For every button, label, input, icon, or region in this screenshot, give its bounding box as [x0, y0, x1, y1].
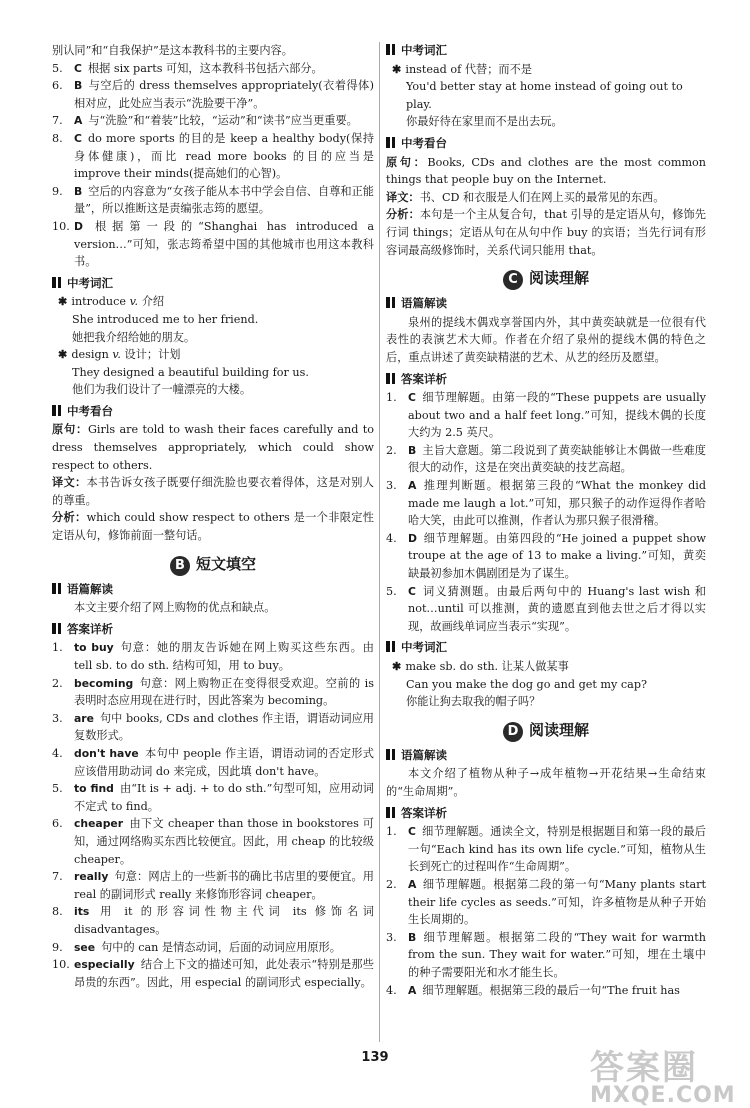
item-explanation: 由“It is + adj. + to do sth.”句型可知，应用动词不定式 to find。: [74, 782, 374, 813]
vocab-meaning: 介绍: [141, 295, 165, 309]
answer-list-c: [386, 389, 706, 635]
item-explanation: do more sports 的目的是 keep a healthy body(保持身体健康)，而比 read more books 的目的应当是 improve their minds(提高她们的心智)。: [74, 131, 374, 181]
item-number: 2.: [386, 443, 397, 457]
vocab-word: introduce: [71, 295, 126, 309]
vocab-example-cn: 你能让狗去取我的帽子吗？: [406, 695, 541, 709]
item-answer: B: [74, 79, 83, 93]
answers-heading: 答案详析: [386, 371, 706, 389]
item-explanation: 推理判断题。根据第三段的“What the monkey did made me laugh a lot.”可知，那只猴子的动作逗得作者哈哈大笑，由此可以推测，作者认为那只猴子很滑稽。: [408, 479, 706, 528]
answers-heading: 答案详析: [52, 621, 374, 639]
answer-list-d: [386, 823, 706, 999]
answer-item: [52, 639, 374, 674]
answer-item: [386, 876, 706, 929]
vocab-example-cn: 你最好待在家里而不是出去玩。: [406, 115, 563, 129]
passage-summary: 本文主要介绍了网上购物的优点和缺点。: [74, 601, 276, 615]
exam-translation: 译文：本书告诉女孩子既要仔细洗脸也要衣着得体，这是对别人的尊重。: [52, 476, 374, 507]
item-number: 9.: [52, 184, 63, 198]
item-explanation: 句意：网店上的一些新书的确比书店里的要便宜。用 real 的副词形式 really 来修饰形容词 cheaper。: [74, 870, 374, 901]
section-c-title: C 阅读理解: [386, 267, 706, 289]
answer-item: [386, 823, 706, 876]
section-c-badge: C: [503, 270, 523, 290]
passage-heading: 语篇解读: [52, 581, 374, 599]
item-answer: D: [74, 219, 83, 233]
item-answer: see: [74, 940, 96, 954]
answer-item: [386, 929, 706, 982]
answer-item: [52, 183, 374, 218]
vocab-entry: [52, 293, 374, 346]
answer-item: [386, 389, 706, 442]
item-explanation: 句意：她的朋友告诉她在网上购买这些东西。由 tell sb. to do sth. 结构可知，用 to buy。: [74, 641, 374, 672]
item-number: 4.: [52, 746, 63, 760]
item-number: 1.: [386, 825, 397, 839]
item-number: 7.: [52, 870, 63, 884]
item-number: 3.: [386, 930, 397, 944]
passage-heading: 语篇解读: [386, 747, 706, 765]
item-explanation: 结合上下文的描述可知，此处表示“特别是那些昂贵的东西”。因此，用 especial 的副词形式 especially。: [74, 958, 374, 989]
item-explanation: 词义猜测题。由最后两句中的 Huang's last wish 和 not…until 可以推测，黄的遗愿直到他去世之后才得以实现，故画线单词应当表示“实现”。: [408, 584, 706, 633]
item-number: 1.: [386, 391, 397, 405]
item-answer: don't have: [74, 746, 139, 760]
exam-analysis: 分析：本句是一个主从复合句，that 引导的是定语从句，修饰先行词 things；定语从句在从句中作 buy 的宾语；当先行词有形容词最高级修饰时，关系代词只能用 that。: [386, 208, 706, 257]
item-number: 2.: [52, 676, 63, 690]
item-explanation: 主旨大意题。第二段说到了黄奕缺能够让木偶做一些难度很大的动作，这是在突出黄奕缺的技艺高超。: [408, 443, 706, 475]
star-icon: ✱: [58, 347, 68, 362]
vocab-example-en: They designed a beautiful building for us.: [72, 365, 309, 379]
answer-item: [52, 780, 374, 815]
item-explanation: 细节理解题。根据第二段的第一句“Many plants start their life cycles as seeds.”可知，许多植物是从种子开始生长周期的。: [408, 877, 706, 927]
star-icon: ✱: [58, 294, 68, 309]
item-explanation: 细节理解题。根据第二段的“They wait for warmth from the sun. They wait for water.”可知，埋在土壤中的种子需要阳光和水才能生长。: [408, 930, 706, 979]
vocab-pos: v.: [112, 348, 121, 362]
answer-item: [386, 583, 706, 636]
item-answer: B: [74, 184, 83, 198]
vocab-example-en: She introduced me to her friend.: [72, 312, 259, 326]
item-number: 3.: [52, 711, 63, 725]
vocab-meaning: 设计；计划: [124, 348, 181, 362]
item-explanation: 与“洗脸”和“着装”比较，“运动”和“读书”应当更重要。: [88, 114, 358, 128]
item-answer: to buy: [74, 641, 114, 655]
item-explanation: 细节理解题。由第一段的“These puppets are usually about two and a half feet long.”可知，提线木偶的长度大约为 2.5 英尺。: [408, 391, 706, 440]
answer-item: [52, 112, 374, 130]
item-number: 6.: [52, 79, 63, 93]
item-explanation: 句中的 can 是情态动词，后面的动词应用原形。: [101, 940, 341, 954]
left-column: [52, 42, 374, 991]
answer-item: [386, 442, 706, 477]
item-answer: A: [74, 114, 83, 128]
item-number: 6.: [52, 817, 63, 831]
exam-heading: 中考看台: [52, 403, 374, 421]
item-explanation: 句中 books, CDs and clothes 作主语，谓语动词应用复数形式。: [74, 711, 374, 743]
item-answer: D: [408, 531, 417, 545]
item-answer: A: [408, 479, 417, 493]
vocab-list: [386, 658, 706, 711]
section-b-badge: B: [170, 556, 190, 576]
item-number: 5.: [386, 584, 397, 598]
item-answer: B: [408, 443, 417, 457]
item-number: 1.: [52, 641, 63, 655]
vocab-word: instead of: [405, 62, 462, 76]
item-number: 3.: [386, 479, 397, 493]
item-explanation: 空后的内容意为“女孩子能从本书中学会自信、自尊和正能量”，所以推断这是责编张志筠的愿望。: [74, 184, 374, 216]
answer-item: [52, 60, 374, 78]
answer-item: [52, 218, 374, 271]
vocab-list: [386, 61, 706, 131]
item-answer: especially: [74, 958, 135, 972]
item-number: 7.: [52, 114, 63, 128]
exam-original: 原句：Girls are told to wash their faces carefully and to dress themselves appropriately, which could show respect to others.: [52, 423, 374, 472]
item-answer: to find: [74, 782, 114, 796]
answer-item: [386, 982, 706, 1000]
answers-heading: 答案详析: [386, 805, 706, 823]
answer-item: [386, 477, 706, 530]
item-answer: are: [74, 711, 94, 725]
section-d-title: D 阅读理解: [386, 719, 706, 741]
answer-list-b: [52, 639, 374, 991]
answer-item: [52, 956, 374, 991]
vocab-list: [52, 293, 374, 399]
item-answer: B: [408, 930, 417, 944]
item-explanation: 句意：网上购物正在变得很受欢迎。空前的 is 表明时态应用现在进行时，因此答案为 becoming。: [74, 676, 374, 708]
item-number: 10.: [52, 219, 70, 233]
vocab-example-en: You'd better stay at home instead of going out to play.: [406, 80, 683, 111]
right-column: [386, 42, 706, 999]
answer-item: [52, 77, 374, 112]
vocab-heading: 中考词汇: [386, 639, 706, 657]
item-answer: cheaper: [74, 817, 124, 831]
answer-item: [52, 939, 374, 957]
vocab-meaning: 代替；而不是: [464, 62, 532, 76]
item-answer: A: [408, 983, 417, 997]
item-explanation: 由下文 cheaper than those in bookstores 可知，通过网络购买东西比较便宜。因此，用 cheap 的比较级 cheaper。: [74, 817, 374, 866]
vocab-example-cn: 他们为我们设计了一幢漂亮的大楼。: [72, 383, 252, 397]
vocab-meaning: 让某人做某事: [501, 660, 569, 673]
vocab-heading: 中考词汇: [386, 42, 706, 60]
answer-item: [52, 710, 374, 745]
answer-list-a: [52, 60, 374, 271]
vocab-word: make sb. do sth.: [405, 660, 499, 673]
exam-translation: 译文：书、CD 和衣服是人们在网上买的最常见的东西。: [386, 190, 665, 204]
item-answer: A: [408, 877, 417, 891]
answer-item: [52, 130, 374, 183]
vocab-pos: v.: [129, 295, 139, 309]
star-icon: ✱: [392, 659, 402, 673]
item-answer: C: [408, 584, 416, 598]
answer-item: [52, 903, 374, 938]
item-answer: really: [74, 870, 109, 884]
item-answer: C: [74, 61, 82, 75]
item-number: 8.: [52, 131, 63, 145]
answer-item: [52, 868, 374, 903]
passage-summary: 本文介绍了植物从种子→成年植物→开花结果→生命结束的“生命周期”。: [386, 767, 706, 798]
column-divider: [379, 42, 380, 1042]
vocab-example-en: Can you make the dog go and get my cap?: [406, 677, 647, 691]
vocab-entry: [386, 658, 706, 711]
item-explanation: 细节理解题。通读全文，特别是根据题目和第一段的最后一句“Each kind has its own life cycle.”可知，植物从生长到死亡的过程叫作“生命周期”。: [408, 825, 706, 874]
item-number: 4.: [386, 983, 397, 997]
item-explanation: 细节理解题。由第四段的“He joined a puppet show troupe at the age of 13 to make a living.”可知，黄奕缺最初参加木偶剧团是为了谋生。: [408, 531, 706, 581]
item-answer: becoming: [74, 676, 134, 690]
item-answer: C: [408, 391, 416, 405]
item-answer: its: [74, 905, 90, 919]
page-number: 139: [361, 1050, 389, 1065]
continued-text: 别认同”和“自我保护”是这本教科书的主要内容。: [52, 44, 293, 57]
item-number: 10.: [52, 958, 70, 972]
item-answer: C: [408, 825, 416, 839]
vocab-example-cn: 她把我介绍给她的朋友。: [72, 330, 196, 344]
answer-item: [52, 675, 374, 710]
star-icon: ✱: [392, 61, 402, 76]
item-number: 5.: [52, 782, 63, 796]
section-d-badge: D: [503, 722, 523, 742]
item-number: 2.: [386, 877, 397, 891]
vocab-entry: [52, 346, 374, 399]
section-b-title: B 短文填空: [52, 553, 374, 575]
item-explanation: 根据 six parts 可知，这本教科书包括六部分。: [87, 61, 323, 75]
passage-summary: 泉州的提线木偶戏享誉国内外，其中黄奕缺就是一位很有代表性的表演艺术大师。作者在介绍了泉州的提线木偶的特色之后，重点讲述了黄奕缺精湛的艺术、从艺的经历及愿望。: [386, 315, 706, 364]
vocab-entry: [386, 61, 706, 131]
exam-heading: 中考看台: [386, 135, 706, 153]
item-explanation: 根据第一段的“Shanghai has introduced a version…”可知，张志筠希望中国的其他城市也用这本教科书。: [74, 219, 374, 269]
item-number: 8.: [52, 905, 63, 919]
passage-heading: 语篇解读: [386, 295, 706, 313]
watermark-logo: 答案圈 MXQE.COM: [590, 1048, 736, 1108]
answer-item: [386, 530, 706, 583]
item-number: 5.: [52, 61, 63, 75]
vocab-heading: 中考词汇: [52, 275, 374, 293]
exam-original: 原句：Books, CDs and clothes are the most common things that people buy on the Internet.: [386, 155, 706, 187]
answer-item: [52, 815, 374, 868]
item-explanation: 细节理解题。根据第三段的最后一句“The fruit has: [422, 983, 680, 997]
item-explanation: 用 it 的形容词性物主代词 its 修饰名词 disadvantages。: [74, 905, 374, 936]
item-explanation: 与空后的 dress themselves appropriately(衣着得体) 相对应，此处应当表示“洗脸要干净”。: [74, 79, 374, 110]
vocab-word: design: [71, 348, 109, 362]
answer-item: [52, 745, 374, 780]
exam-analysis: 分析：which could show respect to others 是一个非限定性定语从句，修饰前面一整句话。: [52, 511, 374, 543]
item-number: 4.: [386, 531, 397, 545]
item-explanation: 本句中 people 作主语，谓语动词的否定形式应该借用助动词 do 来完成，因此填 don't have。: [74, 746, 374, 778]
item-answer: C: [74, 131, 82, 145]
item-number: 9.: [52, 940, 63, 954]
